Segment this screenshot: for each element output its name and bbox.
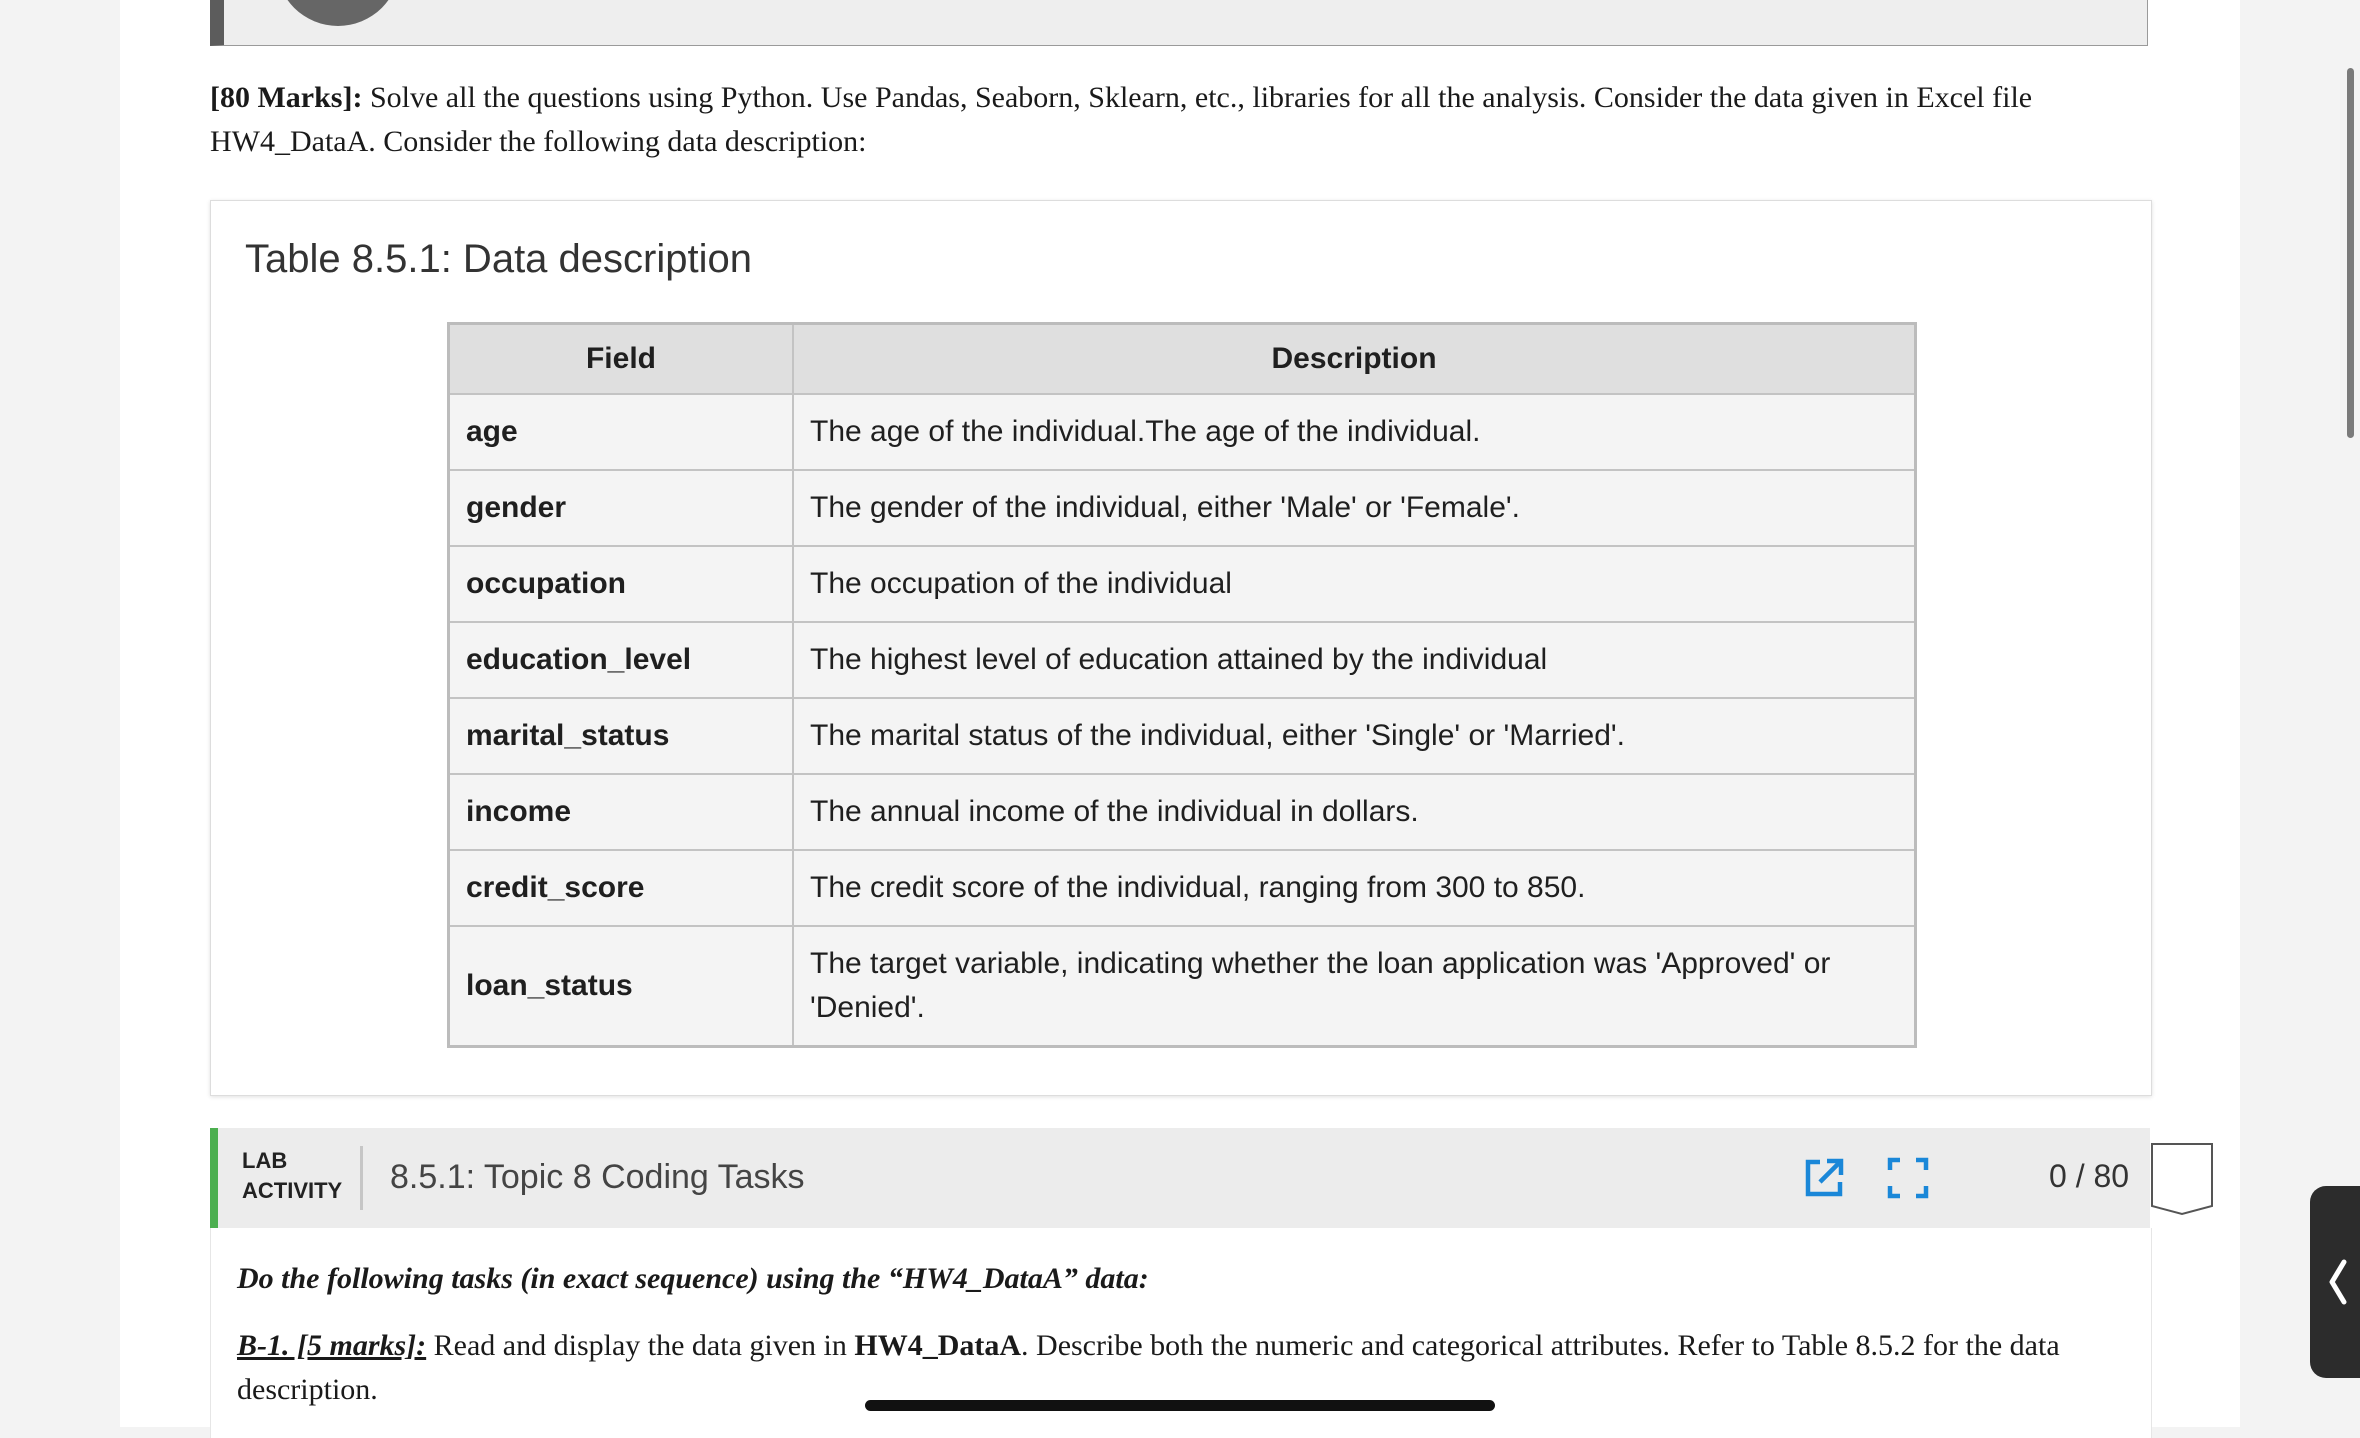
table-row (449, 774, 1916, 850)
field-cell: occupation (449, 546, 794, 622)
lab-label-line2: ACTIVITY (242, 1178, 343, 1203)
table-row (449, 926, 1916, 1047)
table-row (449, 622, 1916, 698)
task-b1-dataset: HW4_DataA (854, 1329, 1022, 1362)
table-row (449, 850, 1916, 926)
description-cell: The age of the individual.The age of the individual. (793, 394, 1916, 470)
column-header-description: Description (793, 324, 1916, 395)
data-description-card (210, 200, 2152, 1096)
intro-text: Solve all the questions using Python. Use Pandas, Seaborn, Sklearn, etc., libraries for all the analysis. Consider the data given in Excel file HW4_DataA. Consider the following data description: (210, 81, 2033, 158)
assignment-intro (210, 76, 2160, 164)
fullscreen-icon (1884, 1154, 1932, 1202)
open-new-window-icon (1800, 1154, 1848, 1202)
page-content (120, 0, 2240, 1427)
table-header-row (449, 324, 1916, 395)
table-row (449, 546, 1916, 622)
description-cell: The annual income of the individual in dollars. (793, 774, 1916, 850)
vertical-scrollbar[interactable] (2347, 68, 2354, 438)
description-cell: The credit score of the individual, ranging from 300 to 850. (793, 850, 1916, 926)
task-b1 (237, 1324, 2107, 1412)
lab-title: 8.5.1: Topic 8 Coding Tasks (390, 1158, 805, 1196)
field-cell: income (449, 774, 794, 850)
table-caption: Table 8.5.1: Data description (245, 237, 752, 281)
open-new-window-button[interactable] (1800, 1154, 1848, 1202)
completion-badge-icon (2150, 1142, 2214, 1216)
lab-activity-label (242, 1146, 352, 1206)
fullscreen-button[interactable] (1884, 1154, 1932, 1202)
field-cell: age (449, 394, 794, 470)
field-cell: marital_status (449, 698, 794, 774)
field-cell: gender (449, 470, 794, 546)
side-panel-toggle[interactable] (2310, 1186, 2360, 1378)
table-row (449, 470, 1916, 546)
table-row (449, 394, 1916, 470)
task-b1-text-2: . Describe both the numeric and categorical attributes. Refer to Table 8.5.2 for the data description. (237, 1329, 2060, 1406)
task-b1-text-1: Read and display the data given in (426, 1329, 855, 1362)
description-cell: The target variable, indicating whether the loan application was 'Approved' or 'Denied'. (793, 926, 1916, 1047)
score-display: 0 / 80 (2049, 1158, 2130, 1194)
lab-activity-header (210, 1128, 2150, 1228)
column-header-field: Field (449, 324, 794, 395)
table-row (449, 698, 1916, 774)
description-cell: The occupation of the individual (793, 546, 1916, 622)
field-cell: loan_status (449, 926, 794, 1047)
field-cell: education_level (449, 622, 794, 698)
data-description-table (447, 322, 1917, 1048)
home-indicator[interactable] (865, 1400, 1495, 1411)
field-cell: credit_score (449, 850, 794, 926)
lab-label-line1: LAB (242, 1148, 288, 1173)
avatar (276, 0, 400, 26)
description-cell: The marital status of the individual, either 'Single' or 'Married'. (793, 698, 1916, 774)
description-cell: The gender of the individual, either 'Male' or 'Female'. (793, 470, 1916, 546)
tasks-heading: Do the following tasks (in exact sequence) using the “HW4_DataA” data: (237, 1262, 1149, 1295)
chevron-left-icon (2310, 1186, 2360, 1378)
description-cell: The highest level of education attained by the individual (793, 622, 1916, 698)
marks-label: [80 Marks]: (210, 81, 363, 114)
previous-section-card (210, 0, 2148, 46)
lab-divider (360, 1146, 363, 1210)
task-b1-tag: B-1. [5 marks]: (237, 1329, 427, 1362)
